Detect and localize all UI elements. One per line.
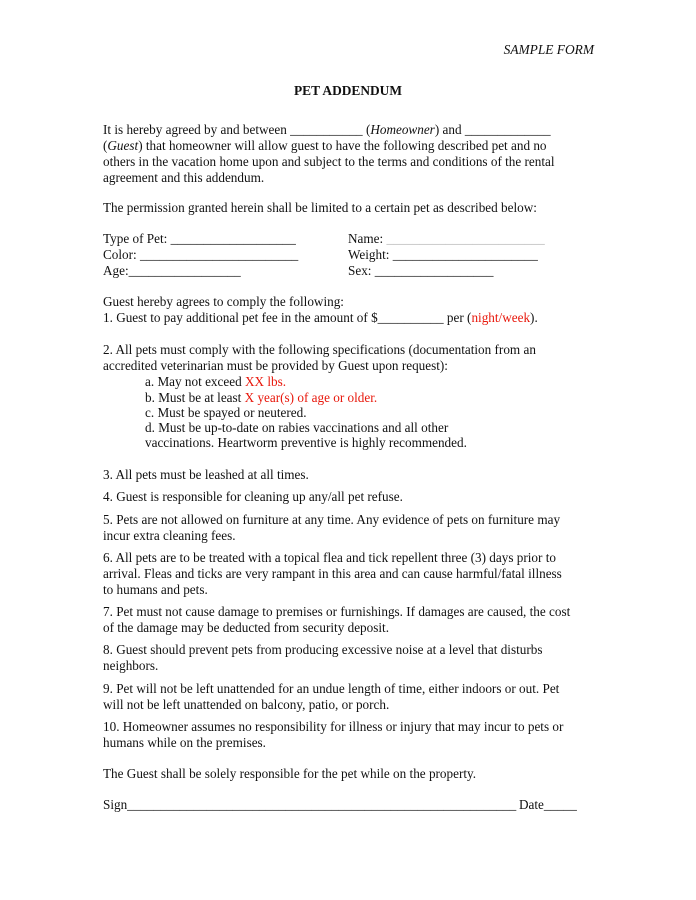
rule-5-text: incur extra cleaning fees.: [103, 528, 236, 543]
rule-9-text: will not be left unattended on balcony, patio, or porch.: [103, 697, 390, 712]
rule-2d-cont: vaccinations. Heartworm preventive is highly recommended.: [145, 435, 467, 450]
sample-form-label: SAMPLE FORM: [503, 42, 594, 57]
rule-3: 3. All pets must be leashed at all times.: [103, 467, 309, 482]
agreement-intro: Guest hereby agrees to comply the following:: [103, 294, 344, 309]
rule-2b: [145, 390, 377, 406]
weight-label: Weight:: [348, 247, 390, 262]
age-limit-placeholder: X year(s) of age or older.: [244, 390, 378, 405]
age-label: Age:: [103, 263, 129, 278]
rule-2a: [145, 374, 286, 390]
guest-term: Guest: [107, 138, 139, 153]
rule-1-text: ).: [530, 310, 538, 325]
sex-label: Sex:: [348, 263, 372, 278]
rule-2b-text: b. Must be at least: [145, 390, 245, 405]
rule-7: [103, 604, 603, 636]
rule-1: [103, 310, 603, 326]
rule-8: [103, 642, 603, 674]
intro-text: It is hereby agreed by and between ___________ (: [103, 122, 371, 137]
type-of-pet-field: [103, 231, 296, 247]
rule-5-text: 5. Pets are not allowed on furniture at any time. Any evidence of pets on furniture may: [103, 512, 561, 527]
rule-6: [103, 550, 603, 598]
age-blank: _________________: [128, 263, 241, 278]
sex-blank: __________________: [374, 263, 494, 278]
color-label: Color:: [103, 247, 137, 262]
permission-paragraph: The permission granted herein shall be limited to a certain pet as described below:: [103, 200, 537, 215]
color-field: [103, 247, 298, 263]
rule-6-text: arrival. Fleas and ticks are very rampant in this area and can cause harmful/fatal illness: [103, 566, 562, 581]
color-blank: ________________________: [140, 247, 299, 262]
signature-line: Sign___________________________________________________________: [103, 797, 517, 812]
rule-2a-text: a. May not exceed: [145, 374, 245, 389]
agreement-section: [103, 294, 603, 326]
rule-2d: d. Must be up-to-date on rabies vaccinations and all other: [145, 420, 449, 435]
type-of-pet-blank: ___________________: [170, 231, 296, 246]
rule-1-period-placeholder: night/week: [471, 310, 531, 325]
type-of-pet-label: Type of Pet:: [103, 231, 168, 246]
name-field: [348, 231, 545, 247]
rule-5: [103, 512, 603, 544]
rule-2c: c. Must be spayed or neutered.: [145, 405, 307, 420]
rule-2: [103, 342, 603, 374]
name-blank: ________________________: [386, 231, 545, 246]
responsibility-statement: The Guest shall be solely responsible for the pet while on the property.: [103, 766, 477, 781]
document-title: PET ADDENDUM: [293, 83, 402, 98]
rule-2-text: accredited veterinarian must be provided by Guest upon request):: [103, 358, 448, 373]
rule-9: [103, 681, 603, 713]
rule-9-text: 9. Pet will not be left unattended for an undue length of time, either indoors or out. Pet: [103, 681, 560, 696]
rule-6-text: to humans and pets.: [103, 582, 208, 597]
intro-text: (: [103, 138, 108, 153]
intro-text: ) and _____________: [434, 122, 551, 137]
age-field: [103, 263, 241, 279]
rule-1-text: 1. Guest to pay additional pet fee in the amount of $__________ per (: [103, 310, 472, 325]
rule-7-text: 7. Pet must not cause damage to premises or furnishings. If damages are caused, the cost: [103, 604, 571, 619]
rule-10-text: 10. Homeowner assumes no responsibility for illness or injury that may incur to pets or: [103, 719, 564, 734]
rule-2-text: 2. All pets must comply with the following specifications (documentation from an: [103, 342, 536, 357]
intro-paragraph: [103, 122, 603, 186]
intro-text: others in the vacation home upon and subject to the terms and conditions of the rental: [103, 154, 555, 169]
intro-text: ) that homeowner will allow guest to have the following described pet and no: [138, 138, 547, 153]
date-line: Date_____: [519, 797, 577, 812]
weight-limit-placeholder: XX lbs.: [244, 374, 286, 389]
rule-10: [103, 719, 603, 751]
rule-6-text: 6. All pets are to be treated with a topical flea and tick repellent three (3) days prior to: [103, 550, 556, 565]
intro-text: agreement and this addendum.: [103, 170, 265, 185]
weight-field: [348, 247, 538, 263]
sex-field: [348, 263, 493, 279]
rule-7-text: of the damage may be deducted from security deposit.: [103, 620, 389, 635]
name-label: Name:: [348, 231, 384, 246]
homeowner-term: Homeowner: [370, 122, 435, 137]
rule-8-text: neighbors.: [103, 658, 159, 673]
rule-4: 4. Guest is responsible for cleaning up any/all pet refuse.: [103, 489, 403, 504]
weight-blank: ______________________: [392, 247, 538, 262]
rule-10-text: humans while on the premises.: [103, 735, 266, 750]
rule-8-text: 8. Guest should prevent pets from producing excessive noise at a level that disturbs: [103, 642, 543, 657]
